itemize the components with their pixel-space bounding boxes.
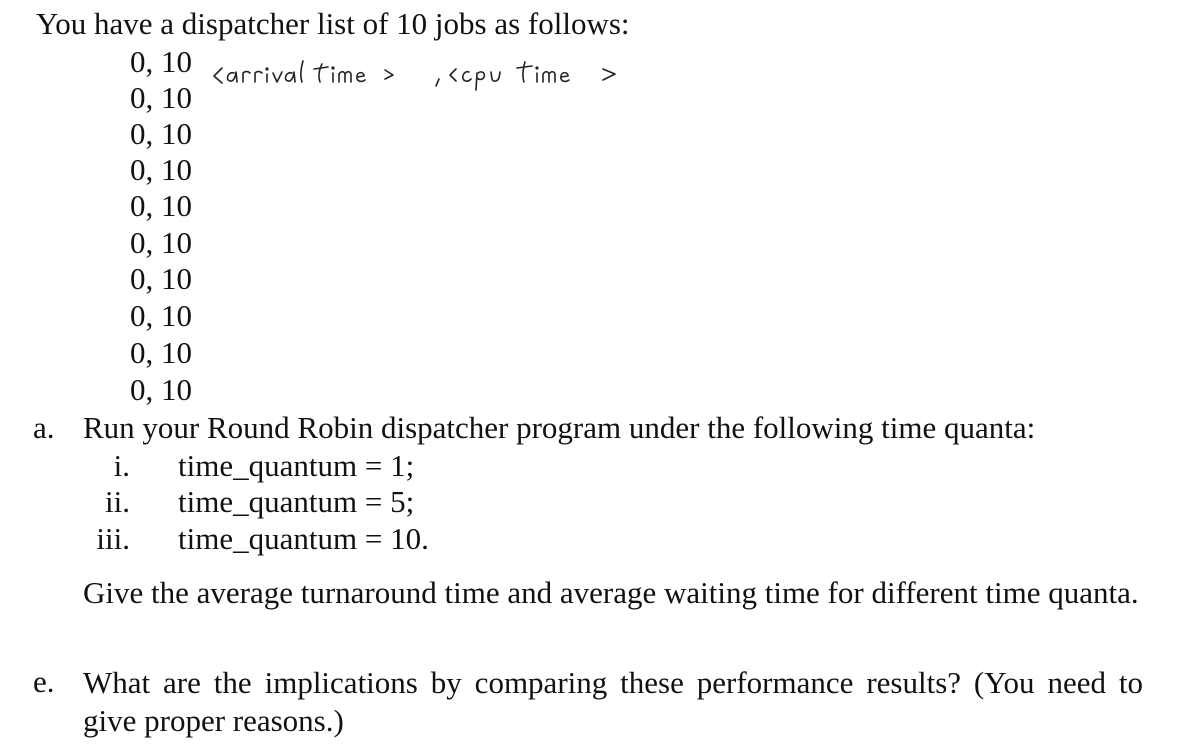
question-a-followup: Give the average turnaround time and average waiting time for different time quanta. xyxy=(83,575,1139,610)
job-item: 0, 10 xyxy=(130,116,192,151)
job-item: 0, 10 xyxy=(130,80,192,115)
job-item: 0, 10 xyxy=(130,188,192,223)
subitem-text: time_quantum = 1; xyxy=(178,448,415,483)
question-e-letter: e. xyxy=(33,664,55,699)
job-item: 0, 10 xyxy=(130,152,192,187)
job-item: 0, 10 xyxy=(130,44,192,79)
question-a-text: Run your Round Robin dispatcher program under the following time quanta: xyxy=(83,410,1036,445)
intro-text: You have a dispatcher list of 10 jobs as follows: xyxy=(36,6,630,41)
job-item: 0, 10 xyxy=(130,261,192,296)
job-item: 0, 10 xyxy=(130,298,192,333)
job-item: 0, 10 xyxy=(130,372,192,407)
job-item: 0, 10 xyxy=(130,335,192,370)
handwritten-annotation xyxy=(212,56,632,92)
subitem-number: ii. xyxy=(105,484,130,519)
subitem-text: time_quantum = 5; xyxy=(178,484,415,519)
subitem-number: i. xyxy=(113,448,130,483)
subitem-text: time_quantum = 10. xyxy=(178,521,429,556)
job-item: 0, 10 xyxy=(130,225,192,260)
question-e-text: What are the implications by comparing these performance results? (You need to give proper reasons.) xyxy=(83,665,1143,738)
subitem-number: iii. xyxy=(96,521,130,556)
question-a-letter: a. xyxy=(33,410,55,445)
